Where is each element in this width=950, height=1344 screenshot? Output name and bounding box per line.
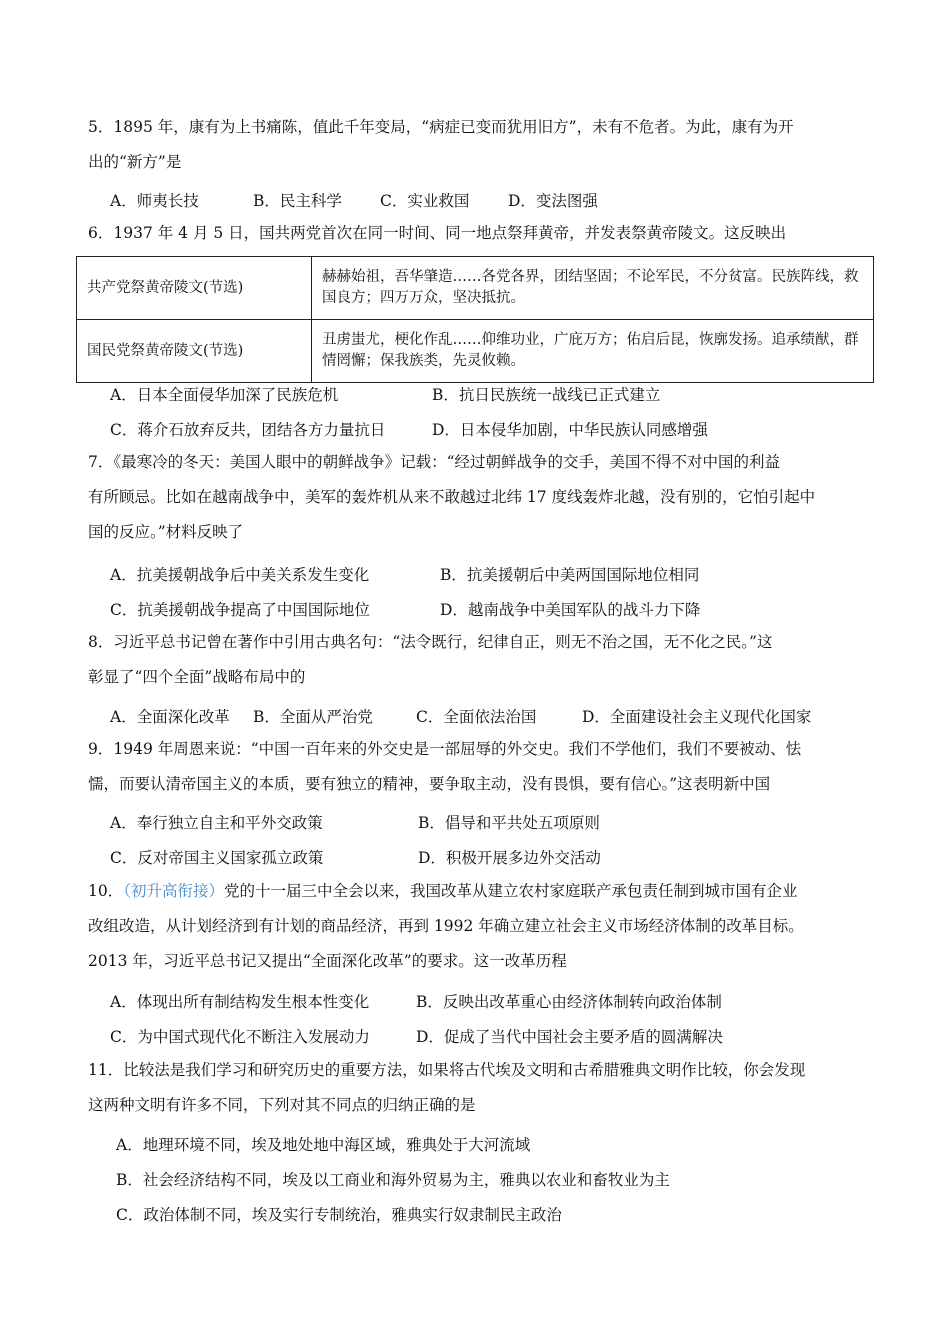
table-cell-label: 共产党祭黄帝陵文(节选) [77,257,312,320]
table-cell-text: 丑虏蚩尤，梗化作乱……仰维功业，广庇万方；佑启后昆，恢廓发扬。追承绩猷，群情罔懈；保我族类，先灵攸赖。 [312,320,874,383]
question-8-option-c[interactable]: C．全面依法治国 [416,708,537,726]
table-row [77,257,874,320]
question-6-stem-line-1: 6．1937 年 4 月 5 日，国共两党首次在同一时间、同一地点祭拜黄帝，并发表祭黄帝陵文。这反映出 [88,224,787,242]
question-9-option-c[interactable]: C．反对帝国主义国家孤立政策 [110,849,324,867]
question-7-option-d[interactable]: D．越南战争中美国军队的战斗力下降 [440,601,701,619]
question-9-option-b[interactable]: B．倡导和平共处五项原则 [418,814,600,832]
question-5-option-b[interactable]: B．民主科学 [253,192,342,210]
question-8-option-b[interactable]: B．全面从严治党 [253,708,373,726]
question-10-option-d[interactable]: D．促成了当代中国社会主要矛盾的圆满解决 [416,1028,723,1046]
question-5-stem-line-2: 出的“新方”是 [88,153,182,171]
question-11-stem-line-2: 这两种文明有许多不同，下列对其不同点的归纳正确的是 [88,1096,476,1114]
question-8-option-d[interactable]: D．全面建设社会主义现代化国家 [582,708,812,726]
question-6-option-b[interactable]: B．抗日民族统一战线已正式建立 [432,386,661,404]
question-5 [88,110,878,180]
question-6 [88,216,878,251]
table-cell-text: 赫赫始祖，吾华肇造……各党各界，团结坚固；不论军民，不分贫富。民族阵线，救国良方；四万万众，坚决抵抗。 [312,257,874,320]
question-7-option-b[interactable]: B．抗美援朝后中美两国国际地位相同 [440,566,700,584]
question-7-stem-line-1: 7．《最寒冷的冬天：美国人眼中的朝鲜战争》记载：“经过朝鲜战争的交手，美国不得不对中国的利益 [88,453,781,471]
question-5-stem-line-1: 5．1895 年，康有为上书痛陈，值此千年变局，“病症已变而犹用旧方”，未有不危者。为此，康有为开 [88,118,794,136]
question-8-option-a[interactable]: A．全面深化改革 [110,708,230,726]
question-7-option-a[interactable]: A．抗美援朝战争后中美关系发生变化 [110,566,370,584]
question-11-option-a[interactable]: A．地理环境不同，埃及地处地中海区域，雅典处于大河流域 [116,1136,531,1154]
question-10-option-a[interactable]: A．体现出所有制结构发生根本性变化 [110,993,370,1011]
question-10-number: 10． [88,882,124,900]
question-9-option-d[interactable]: D．积极开展多边外交活动 [418,849,601,867]
question-6-option-d[interactable]: D．日本侵华加剧，中华民族认同感增强 [432,421,708,439]
question-9-stem-line-1: 9．1949 年周恩来说：“中国一百年来的外交史是一部屈辱的外交史。我们不学他们，我们不要被动、怯 [88,740,802,758]
question-11-stem-line-1: 11．比较法是我们学习和研究历史的重要方法，如果将古代埃及文明和古希腊雅典文明作比较，你会发现 [88,1061,806,1079]
question-10 [88,874,878,979]
question-6-option-c[interactable]: C．蒋介石放弃反共，团结各方力量抗日 [110,421,386,439]
question-10-option-c[interactable]: C．为中国式现代化不断注入发展动力 [110,1028,370,1046]
question-9 [88,732,878,802]
question-8-stem-line-2: 彰显了“四个全面”战略布局中的 [88,668,306,686]
question-6-source-table [76,256,874,383]
question-5-option-c[interactable]: C．实业救国 [380,192,470,210]
question-8 [88,625,878,695]
question-10-option-b[interactable]: B．反映出改革重心由经济体制转向政治体制 [416,993,722,1011]
question-11-option-c[interactable]: C．政治体制不同，埃及实行专制统治，雅典实行奴隶制民主政治 [116,1206,562,1224]
question-11 [88,1053,878,1123]
table-row [77,320,874,383]
question-7-stem-line-3: 国的反应。”材料反映了 [88,523,244,541]
question-10-tag: （初升高衔接） [123,882,224,900]
question-7-option-c[interactable]: C．抗美援朝战争提高了中国国际地位 [110,601,370,619]
question-5-option-d[interactable]: D．变法图强 [508,192,598,210]
question-9-option-a[interactable]: A．奉行独立自主和平外交政策 [110,814,323,832]
question-7 [88,445,878,550]
question-11-option-b[interactable]: B．社会经济结构不同，埃及以工商业和海外贸易为主，雅典以农业和畜牧业为主 [116,1171,670,1189]
question-7-stem-line-2: 有所顾忌。比如在越南战争中，美军的轰炸机从来不敢越过北纬 17 度线轰炸北越，没有别的，它怕引起中 [88,488,816,506]
question-6-option-a[interactable]: A．日本全面侵华加深了民族危机 [110,386,339,404]
table-cell-label: 国民党祭黄帝陵文(节选) [77,320,312,383]
question-10-stem-line-3: 2013 年，习近平总书记又提出“全面深化改革”的要求。这一改革历程 [88,952,567,970]
question-5-option-a[interactable]: A．师夷长技 [110,192,199,210]
question-10-stem-line-1 [88,874,878,909]
question-8-stem-line-1: 8．习近平总书记曾在著作中引用古典名句：“法令既行，纪律自正，则无不治之国，无不化之民。”这 [88,633,773,651]
question-10-stem-text: 党的十一届三中全会以来，我国改革从建立农村家庭联产承包责任制到城市国有企业 [224,882,798,900]
question-9-stem-line-2: 懦，而要认清帝国主义的本质，要有独立的精神，要争取主动，没有畏惧，要有信心。”这表明新中国 [88,775,771,793]
question-10-stem-line-2: 改组改造，从计划经济到有计划的商品经济，再到 1992 年确立建立社会主义市场经济体制的改革目标。 [88,917,804,935]
